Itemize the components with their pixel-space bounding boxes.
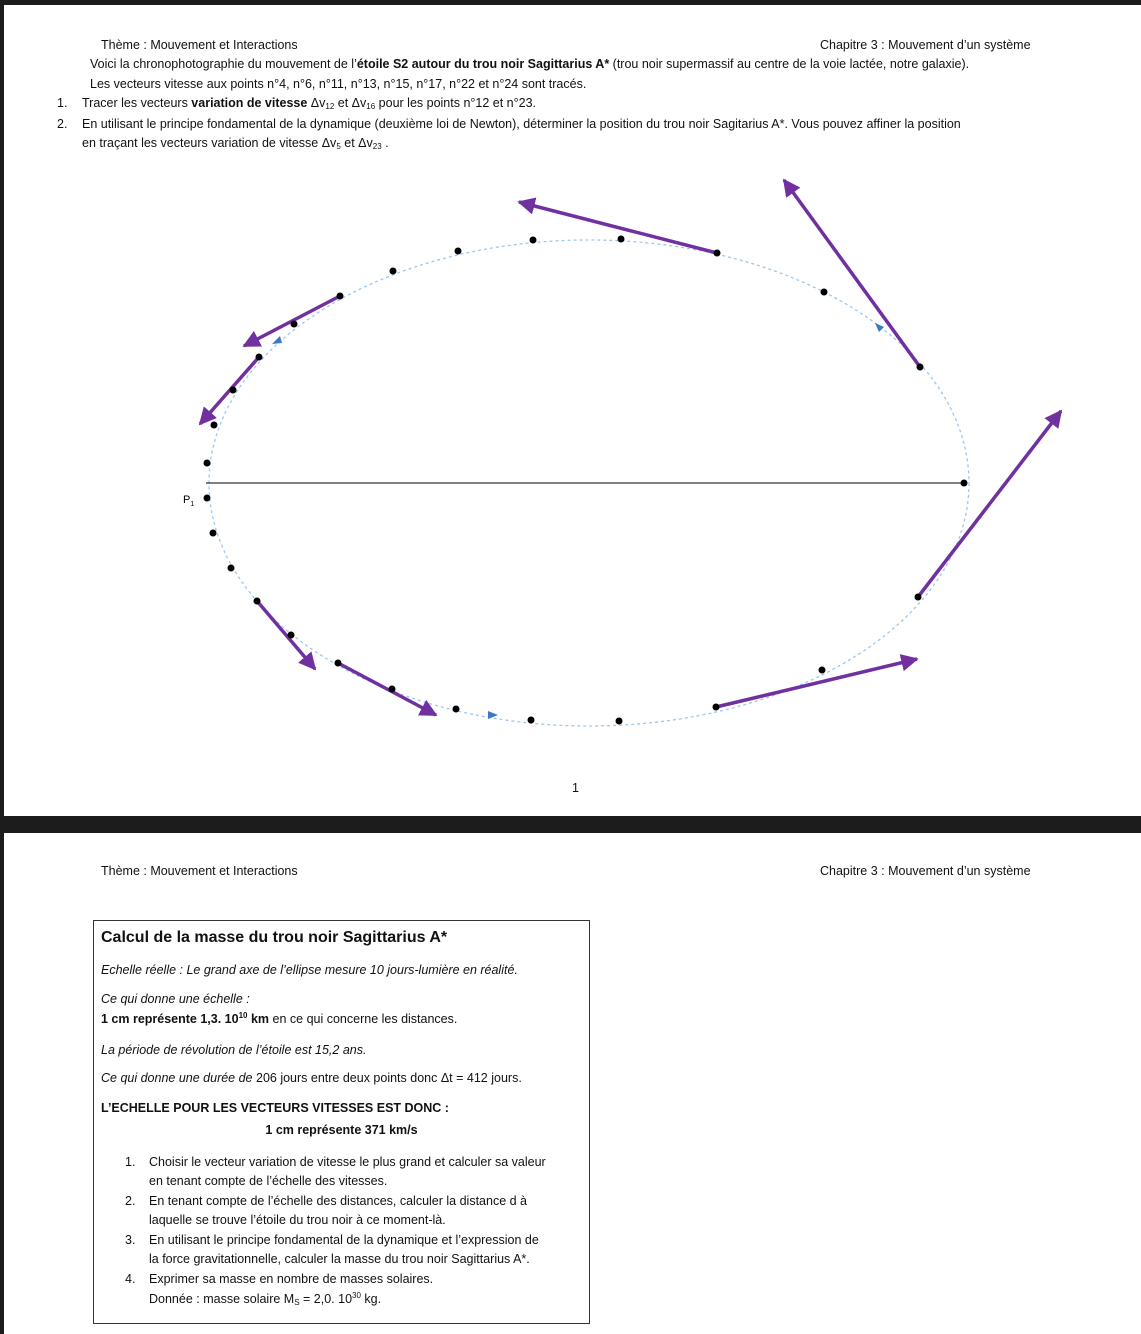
chronophotography-diagram — [4, 5, 1141, 816]
step-4: 4. Exprimer sa masse en nombre de masses solaires. Donnée : masse solaire $M_S = 2,0$. $10^{30}$ kg. — [125, 1272, 434, 1307]
position-point — [714, 250, 721, 257]
position-point — [917, 364, 924, 371]
position-point — [915, 594, 922, 601]
velocity-vector — [519, 202, 717, 253]
velocity-heading: L’ECHELLE POUR LES VECTEURS VITESSES EST DONC : — [101, 1101, 449, 1115]
page-number: 1 — [572, 781, 579, 795]
position-point — [616, 718, 623, 725]
worksheet-page-1: Thème : Mouvement et Interactions Chapitre 3 : Mouvement d’un système Voici la chronophotographie du mouvement de l’étoile S2 autour du trou noir Sagittarius A* (trou noir supermassif au centre de la voie lactée, notre galaxie). Les vecteurs vitesse aux points n°4, n°6, n°11, n°13, n°15, n°17, n°22 et n°24 sont tracés. 1. Tracer les vecteurs variation de vitesse $\Delta v_{12}$ et $\Delta v_{16}$ pour les points n°12 et n°23. 2. En utilisant le principe fondamental de la dynamique (deuxième loi de Newton), déterminer la position du trou noir Sagitarius A*. Vous pouvez affiner la position en traçant les vecteurs variation de vitesse $\Delta v_5$ et $\Delta v_{23}$ . $P_1$ 1 — [4, 5, 1141, 816]
header-theme: Thème : Mouvement et Interactions — [101, 864, 298, 878]
position-point — [528, 717, 535, 724]
position-point — [819, 667, 826, 674]
position-point — [204, 460, 211, 467]
header-theme: Thème : Mouvement et Interactions — [101, 38, 298, 52]
position-point — [230, 387, 237, 394]
position-point — [821, 289, 828, 296]
duration: Ce qui donne une durée de 206 jours entre deux points donc Δt = 412 jours. — [101, 1071, 522, 1085]
position-point — [256, 354, 263, 361]
position-point — [291, 321, 298, 328]
velocity-vector — [918, 411, 1061, 597]
position-point — [335, 660, 342, 667]
header-chapter: Chapitre 3 : Mouvement d’un système — [820, 38, 1031, 52]
header-chapter: Chapitre 3 : Mouvement d’un système — [820, 864, 1031, 878]
position-point — [389, 686, 396, 693]
worksheet-page-2 — [4, 833, 1141, 1334]
position-point — [228, 565, 235, 572]
position-point — [618, 236, 625, 243]
scale-intro: Ce qui donne une échelle : — [101, 992, 250, 1006]
mass-calculation-box — [93, 920, 590, 1324]
direction-arrow — [272, 336, 282, 344]
step-1: 1. Choisir le vecteur variation de vitesse le plus grand et calculer sa valeur en tenant compte de l’échelle des vitesses. — [125, 1155, 546, 1188]
direction-arrow — [875, 323, 884, 332]
velocity-vector — [338, 663, 436, 715]
position-point — [254, 598, 261, 605]
position-point — [713, 704, 720, 711]
velocity-scale: 1 cm représente 371 km/s — [265, 1123, 418, 1137]
position-point — [204, 495, 211, 502]
position-point — [337, 293, 344, 300]
position-point — [211, 422, 218, 429]
position-point — [961, 480, 968, 487]
point-label-p1: $P_1$ — [183, 494, 195, 508]
position-point — [530, 237, 537, 244]
position-point — [288, 632, 295, 639]
velocity-vector — [244, 296, 340, 346]
scale-real: Echelle réelle : Le grand axe de l’ellipse mesure 10 jours-lumière en réalité. — [101, 963, 518, 977]
direction-arrow — [488, 711, 498, 719]
step-2: 2. En tenant compte de l’échelle des distances, calculer la distance d à laquelle se trouve l’étoile du trou noir à ce moment-là. — [125, 1194, 528, 1227]
position-point — [210, 530, 217, 537]
donnee: Donnée : masse solaire $M_S = 2,0$. $10^{30}$ kg. — [149, 1291, 382, 1307]
velocity-vector — [716, 659, 917, 707]
period: La période de révolution de l’étoile est 15,2 ans. — [101, 1043, 367, 1057]
position-point — [455, 248, 462, 255]
intro-line-2: Les vecteurs vitesse aux points n°4, n°6, n°11, n°13, n°15, n°17, n°22 et n°24 sont tracés. — [90, 77, 587, 91]
velocity-vector — [257, 601, 315, 669]
intro-line-1: Voici la chronophotographie du mouvement de l’étoile S2 autour du trou noir Sagittarius A* (trou noir supermassif au centre de la voie lactée, notre galaxie). — [90, 57, 970, 71]
velocity-vector — [784, 180, 920, 367]
distance-scale: 1 cm représente 1,3. $10^{10}$ km en ce qui concerne les distances. — [101, 1011, 458, 1026]
box-title: Calcul de la masse du trou noir Sagittarius A* — [101, 929, 448, 946]
velocity-vector — [200, 357, 259, 424]
step-3: 3. En utilisant le principe fondamental de la dynamique et l’expression de la force gravitationnelle, calculer la masse du trou noir Sagittarius A*. — [125, 1233, 539, 1266]
position-point — [453, 706, 460, 713]
position-point — [390, 268, 397, 275]
